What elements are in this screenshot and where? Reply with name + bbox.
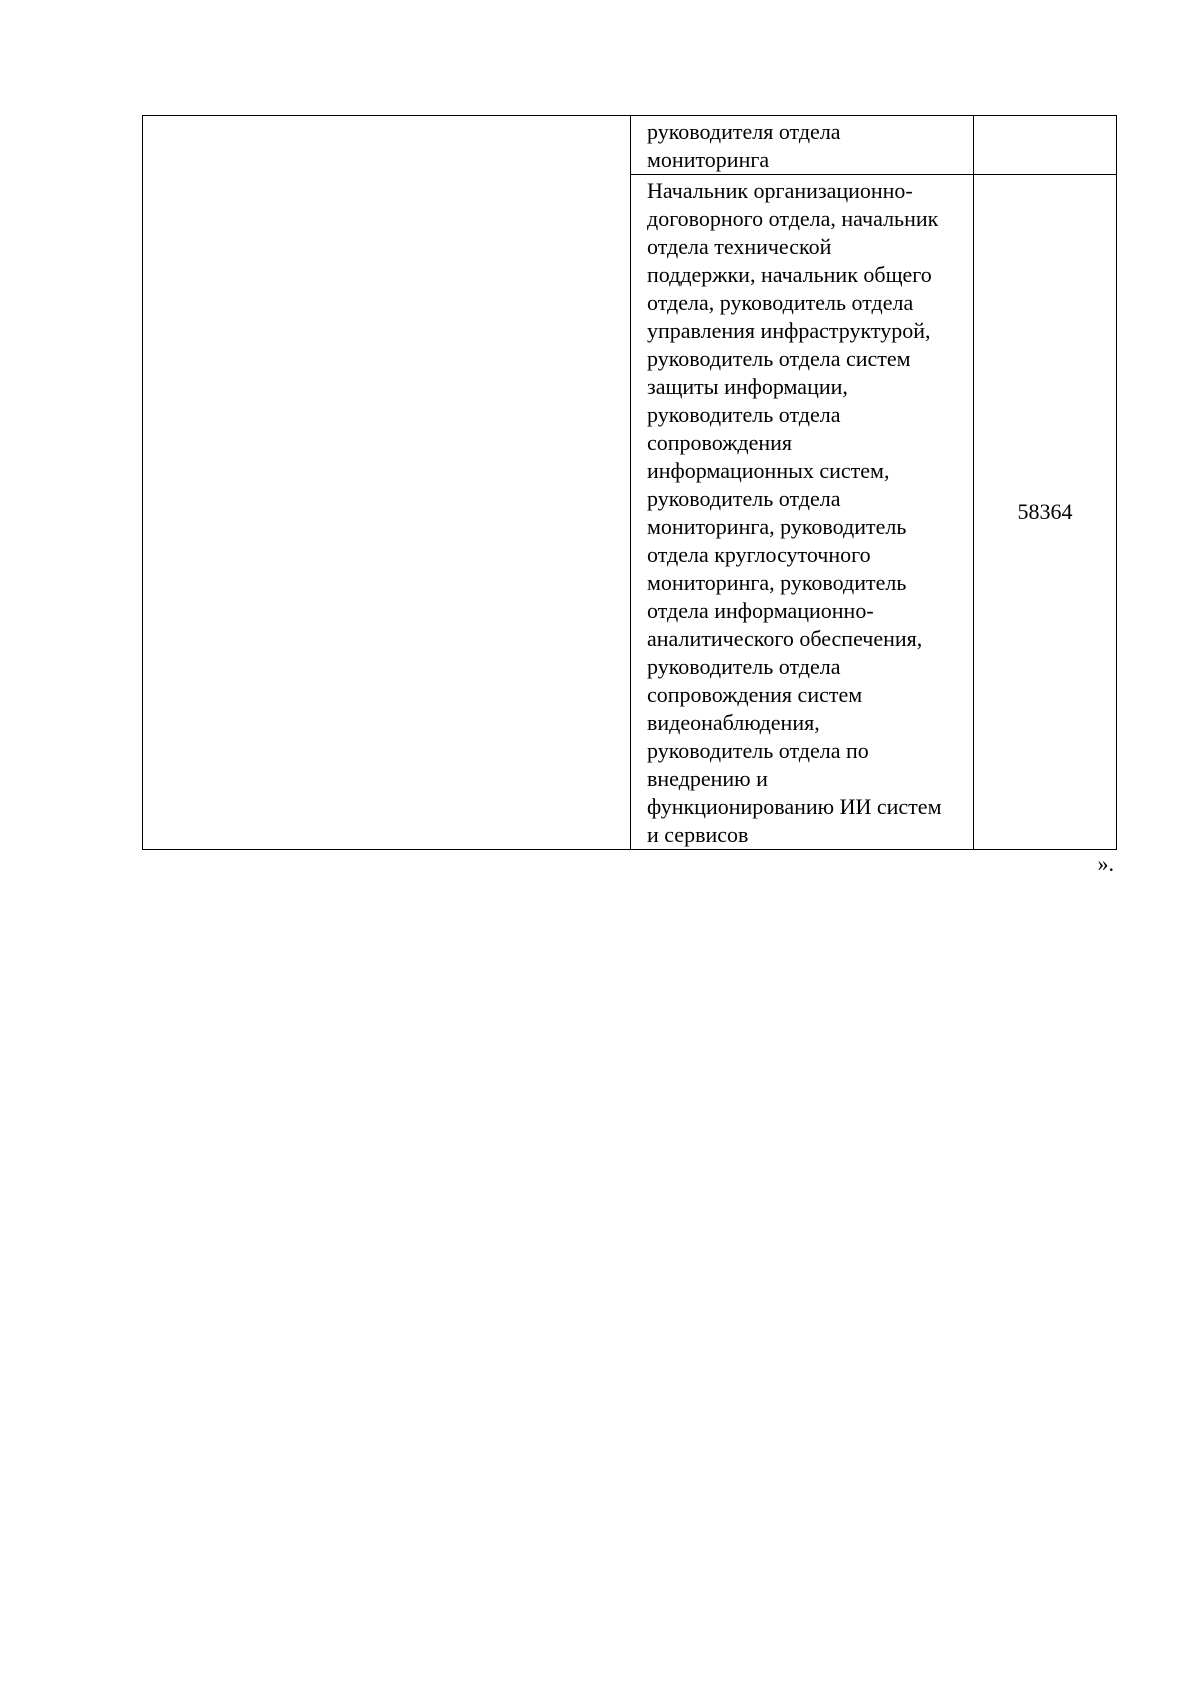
salary-table — [142, 115, 1117, 850]
table-cell-value — [974, 175, 1117, 850]
table-cell-value — [974, 116, 1117, 175]
table-cell-empty-left — [143, 116, 631, 850]
table-row — [143, 116, 1117, 175]
table-cell-position — [631, 116, 974, 175]
table-cell-position — [631, 175, 974, 850]
value-text: 58364 — [1017, 499, 1073, 524]
closing-quote-mark: ». — [1097, 851, 1114, 876]
position-text: руководителя отдела мониторинга — [647, 119, 841, 172]
position-text: Начальник организационно- договорного отдела, начальник отдела технической поддержки, начальник общего отдела, руководитель отдела управления инфраструктурой, руководитель отдела систем защиты информации, руководитель отдела сопровождения информационных систем, руководитель отдела мониторинга, руководитель отдела круглосуточного мониторинга, руководитель отдела информационно- аналитического обеспечения, руководитель отдела сопровождения систем видеонаблюдения, руководитель отдела по внедрению и функционированию ИИ систем и сервисов — [647, 178, 942, 847]
